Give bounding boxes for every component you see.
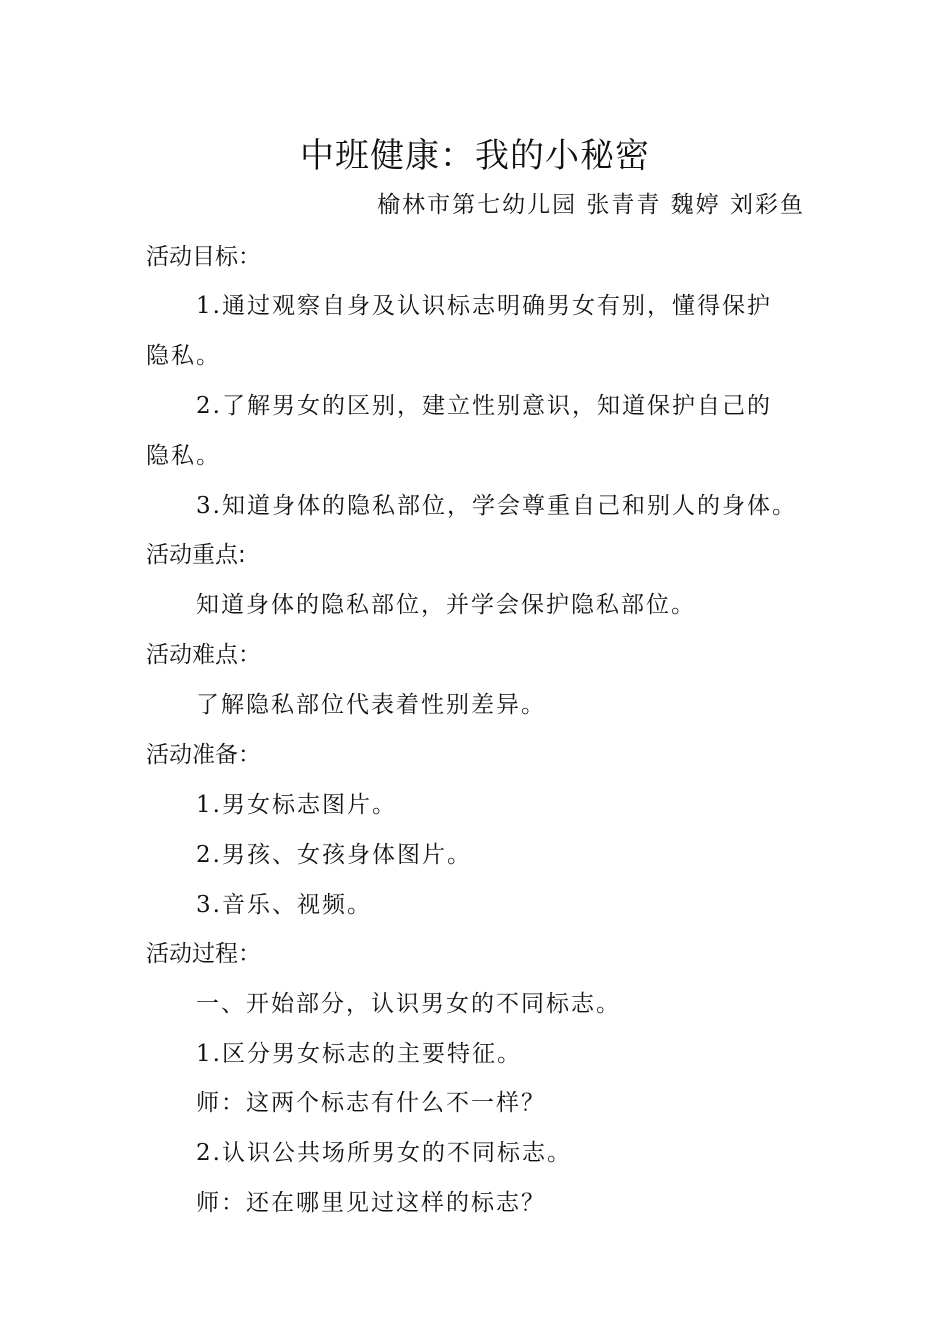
process-teacher-question-2: 师：还在哪里见过这样的标志？ [196, 1190, 546, 1216]
preparation-item-1: 1.男女标志图片。 [196, 792, 397, 818]
section-heading-preparation: 活动准备： [146, 742, 261, 768]
section-heading-goals: 活动目标： [146, 244, 261, 270]
goal-item-2-line-2: 隐私。 [146, 443, 221, 469]
process-step-1: 1.区分男女标志的主要特征。 [196, 1041, 522, 1067]
preparation-item-2: 2.男孩、女孩身体图片。 [196, 842, 472, 868]
section-heading-process: 活动过程： [146, 941, 261, 967]
process-part-1: 一、开始部分，认识男女的不同标志。 [196, 991, 621, 1017]
process-teacher-question-1: 师：这两个标志有什么不一样？ [196, 1090, 546, 1116]
document-title: 中班健康：我的小秘密 [300, 136, 650, 176]
section-heading-difficulty: 活动难点： [146, 642, 261, 668]
goal-item-1-line-1: 1.通过观察自身及认识标志明确男女有别，懂得保护 [196, 293, 772, 319]
document-authors: 榆林市第七幼儿园 张青青 魏婷 刘彩鱼 [377, 192, 805, 218]
section-heading-key-point: 活动重点: [146, 542, 246, 568]
goal-item-1-line-2: 隐私。 [146, 343, 221, 369]
difficulty-text: 了解隐私部位代表着性别差异。 [196, 692, 546, 718]
goal-item-3: 3.知道身体的隐私部位，学会尊重自己和别人的身体。 [196, 493, 797, 519]
goal-item-2-line-1: 2.了解男女的区别，建立性别意识，知道保护自己的 [196, 393, 772, 419]
key-point-text: 知道身体的隐私部位，并学会保护隐私部位。 [196, 592, 696, 618]
process-step-2: 2.认识公共场所男女的不同标志。 [196, 1140, 572, 1166]
preparation-item-3: 3.音乐、视频。 [196, 892, 372, 918]
